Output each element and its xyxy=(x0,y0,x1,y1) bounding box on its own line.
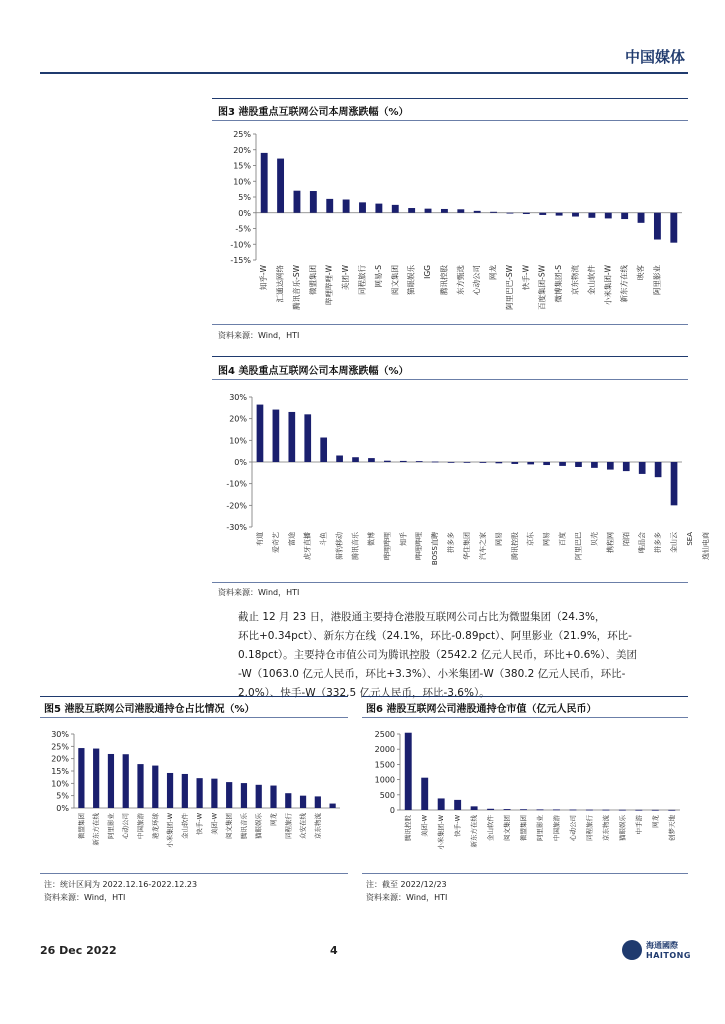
bar xyxy=(639,462,646,474)
x-tick-label: 小米集团-W xyxy=(166,813,175,848)
x-tick-label: 美团-W xyxy=(341,265,351,291)
bar xyxy=(668,810,675,811)
x-tick-label: 京东物流 xyxy=(570,265,580,295)
x-tick-label: 哔哩哔哩 xyxy=(415,532,424,560)
x-tick-label: 网龙 xyxy=(269,813,278,826)
bar xyxy=(602,810,609,811)
x-tick-label: 金山软件 xyxy=(486,815,495,841)
x-tick-label: SEA xyxy=(685,532,694,546)
x-tick-label: 知乎-W xyxy=(259,265,269,291)
x-tick-label: 阅文集团 xyxy=(503,815,512,841)
bar xyxy=(559,462,566,466)
bar xyxy=(635,810,642,811)
x-tick-label: 猫眼娱乐 xyxy=(254,813,263,839)
x-tick-label: 微博 xyxy=(367,532,376,546)
bar xyxy=(273,410,280,462)
bar xyxy=(421,778,428,810)
y-tick-label: 1500 xyxy=(374,760,395,770)
bar xyxy=(359,202,366,212)
bar xyxy=(670,213,677,243)
bar xyxy=(425,209,432,213)
x-tick-label: 网易 xyxy=(542,532,551,546)
fig3-bottom-rule xyxy=(212,324,688,325)
bar xyxy=(326,199,333,213)
bar xyxy=(671,462,678,505)
bar xyxy=(352,457,359,462)
x-tick-label: 斗鱼 xyxy=(319,532,328,546)
x-tick-label: 同程旅行 xyxy=(357,265,367,295)
fig5-note: 注：统计区间为 2022.12.16-2022.12.23 xyxy=(44,880,198,889)
bar xyxy=(408,208,415,213)
fig6-top-rule xyxy=(362,696,688,697)
x-tick-label: 中手游 xyxy=(634,815,643,835)
y-tick-label: 1000 xyxy=(374,775,395,785)
bar xyxy=(277,159,284,213)
y-tick-label: -10% xyxy=(230,240,251,250)
y-tick-label: 20% xyxy=(229,414,247,424)
x-tick-label: 港龙环球 xyxy=(151,813,160,839)
x-tick-label: IGG xyxy=(423,265,433,279)
bar xyxy=(623,462,630,471)
bar xyxy=(556,213,563,216)
bar xyxy=(539,213,546,215)
x-tick-label: 华住集团 xyxy=(463,532,471,560)
bar xyxy=(619,810,626,811)
fig4-source: 资料来源：Wind，HTI xyxy=(218,588,300,597)
bar xyxy=(256,785,262,808)
x-tick-label: 网龙 xyxy=(488,265,498,280)
fig4-top-rule xyxy=(212,356,688,357)
bar xyxy=(655,462,662,477)
bar xyxy=(474,211,481,213)
bar xyxy=(553,809,560,810)
x-tick-label: 唯品会 xyxy=(638,532,647,553)
bar xyxy=(432,462,439,463)
x-tick-label: 猫眼娱乐 xyxy=(618,815,627,841)
bar xyxy=(343,200,350,213)
y-tick-label: 5% xyxy=(56,791,69,801)
x-tick-label: 心动公司 xyxy=(472,265,482,295)
fig5-bottom-rule xyxy=(40,873,348,874)
fig3-title: 图3 港股重点互联网公司本周涨跌幅（%） xyxy=(218,107,409,118)
fig3-source: 资料来源：Wind，HTI xyxy=(218,331,300,340)
y-tick-label: 10% xyxy=(233,177,251,187)
bar xyxy=(471,806,478,810)
fig6-note: 注：截至 2022/12/23 xyxy=(366,880,447,889)
x-tick-label: 知乎 xyxy=(399,532,408,546)
x-tick-label: 阅文集团 xyxy=(390,265,400,295)
footer-date: 26 Dec 2022 xyxy=(40,944,117,957)
y-tick-label: 20% xyxy=(233,145,251,155)
x-tick-label: 京东物流 xyxy=(601,815,610,841)
fig5-title: 图5 港股互联网公司港股通持仓占比情况（%） xyxy=(44,704,255,715)
bar xyxy=(652,810,659,811)
paragraph-line5: 2.0%）、快手-W（332.5 亿元人民币，环比-3.6%）。 xyxy=(238,687,490,699)
y-tick-label: 10% xyxy=(229,436,247,446)
bar xyxy=(607,462,614,470)
x-tick-label: 金山云 xyxy=(670,532,679,553)
bar xyxy=(310,191,317,213)
x-tick-label: 百度集团-SW xyxy=(537,265,547,310)
bar xyxy=(211,779,217,808)
bar xyxy=(416,461,423,462)
y-tick-label: -5% xyxy=(235,224,251,234)
haitong-logo-en: HAITONG xyxy=(646,951,691,960)
x-tick-label: 腾讯控股 xyxy=(439,265,449,295)
x-tick-label: 网易 xyxy=(494,532,503,546)
x-tick-label: 富途 xyxy=(287,532,296,546)
x-tick-label: 网易-S xyxy=(373,265,383,288)
bar xyxy=(490,212,497,213)
x-tick-label: 小米集团-W xyxy=(437,815,446,850)
x-tick-label: 快手-W xyxy=(195,813,204,835)
x-tick-label: 逸仙电商 xyxy=(701,532,710,560)
bar xyxy=(464,462,471,463)
bar xyxy=(108,754,114,808)
x-tick-label: 猫眼娱乐 xyxy=(406,265,416,295)
bar xyxy=(507,213,514,214)
y-tick-label: 15% xyxy=(233,161,251,171)
x-tick-label: 阿里巴巴-SW xyxy=(504,265,514,310)
x-tick-label: 陌陌 xyxy=(622,532,631,546)
x-tick-label: 京东 xyxy=(526,532,535,546)
bar xyxy=(257,405,264,462)
x-tick-label: 中国旅游 xyxy=(552,815,561,841)
bar xyxy=(638,213,645,223)
bar xyxy=(591,462,598,468)
x-tick-label: 阿里影业 xyxy=(536,815,544,841)
x-tick-label: 小米集团-W xyxy=(603,265,613,306)
x-tick-label: BOSS直聘 xyxy=(431,532,440,566)
x-tick-label: 新东方在线 xyxy=(470,815,479,848)
bar xyxy=(457,209,464,212)
x-tick-label: 哔哩哔哩-W xyxy=(324,265,334,306)
x-tick-label: 阿里影业 xyxy=(106,813,115,839)
bar xyxy=(448,462,455,463)
fig3-title-rule xyxy=(212,120,688,121)
y-tick-label: 15% xyxy=(51,767,69,776)
x-tick-label: 拼多多 xyxy=(447,532,456,553)
fig6-bottom-rule xyxy=(362,873,688,874)
paragraph-line3: 0.18pct）。主要持仓市值公司为腾讯控股（2542.2 亿元人民币，环比+0.6%）、美团 xyxy=(238,649,637,661)
paragraph-line1: 截止 12 月 23 日，港股通主要持仓港股互联网公司占比为微盟集团（24.3%， xyxy=(238,611,606,623)
bar xyxy=(654,213,661,240)
bar xyxy=(182,774,188,808)
x-tick-label: 微博集团-S xyxy=(554,265,564,303)
bar xyxy=(123,754,129,808)
x-tick-label: 阿里巴巴 xyxy=(574,532,583,560)
y-tick-label: 500 xyxy=(379,790,395,800)
bar xyxy=(496,462,503,463)
bar xyxy=(93,749,99,808)
x-tick-label: 携程网 xyxy=(606,532,615,553)
x-tick-label: 腾讯音乐 xyxy=(351,532,360,560)
bar xyxy=(226,782,232,808)
bar xyxy=(487,809,494,810)
brand-title: 中国媒体 xyxy=(624,48,685,66)
x-tick-label: 东方甄选 xyxy=(455,265,465,295)
bar xyxy=(288,412,295,462)
x-tick-label: 金山软件 xyxy=(586,265,596,295)
x-tick-label: 同程旅行 xyxy=(585,815,594,841)
bar xyxy=(400,461,407,462)
bar xyxy=(527,462,534,464)
bar xyxy=(523,213,530,214)
fig6-chart xyxy=(362,722,688,870)
fig6-title: 图6 港股互联网公司港股通持仓市值（亿元人民币） xyxy=(366,704,597,715)
x-tick-label: 腾讯控股 xyxy=(510,532,519,560)
x-tick-label: 网龙 xyxy=(651,815,660,828)
bar xyxy=(78,748,84,808)
y-tick-label: 0% xyxy=(56,804,69,813)
haitong-logo-cn: 海通國際 xyxy=(646,941,678,950)
y-tick-label: 10% xyxy=(51,779,69,789)
bar xyxy=(384,461,391,462)
x-tick-label: 哔哩哔哩 xyxy=(383,532,392,560)
y-tick-label: 30% xyxy=(229,393,247,402)
x-tick-label: 快手-W xyxy=(453,815,462,837)
x-tick-label: 新东方在线 xyxy=(619,265,629,303)
x-tick-label: 新东方在线 xyxy=(92,813,101,846)
y-tick-label: 0% xyxy=(238,208,251,218)
fig6-title-rule xyxy=(362,717,688,718)
bar xyxy=(261,153,268,213)
x-tick-label: 心动公司 xyxy=(568,815,577,841)
bar xyxy=(368,458,375,462)
bar xyxy=(167,773,173,808)
y-tick-label: 2500 xyxy=(374,730,395,739)
x-tick-label: 虎牙直播 xyxy=(303,532,312,560)
bar xyxy=(511,462,518,464)
y-tick-label: 25% xyxy=(233,130,251,139)
x-tick-label: 猎豹移动 xyxy=(335,532,344,560)
x-tick-label: 映客 xyxy=(636,265,646,280)
bar xyxy=(315,796,321,808)
bar xyxy=(586,810,593,811)
bar xyxy=(480,462,487,463)
x-tick-label: 微盟集团 xyxy=(77,813,86,839)
y-tick-label: 30% xyxy=(51,730,69,739)
x-tick-label: 贝壳 xyxy=(590,532,599,546)
bar xyxy=(438,798,445,810)
bar xyxy=(320,438,327,462)
x-tick-label: 创梦天地 xyxy=(667,815,676,841)
y-tick-label: 5% xyxy=(238,193,251,202)
x-tick-label: 阅文集团 xyxy=(225,813,234,839)
bar xyxy=(543,462,550,465)
bar xyxy=(392,205,399,213)
bar xyxy=(285,793,291,808)
fig5-source: 资料来源：Wind，HTI xyxy=(44,893,126,902)
y-tick-label: 0 xyxy=(389,806,395,815)
bar xyxy=(300,796,306,808)
x-tick-label: 百度 xyxy=(558,532,567,546)
x-tick-label: 中国旅游 xyxy=(136,813,145,839)
bar xyxy=(270,786,276,808)
bar xyxy=(569,810,576,811)
fig5-top-rule xyxy=(40,696,348,697)
fig5-chart xyxy=(40,722,348,870)
bar xyxy=(294,191,301,213)
y-tick-label: -30% xyxy=(226,523,247,532)
x-tick-label: 腾讯音乐-SW xyxy=(291,265,301,310)
x-tick-label: 美团-W xyxy=(420,815,429,837)
footer-page-number: 4 xyxy=(330,944,338,957)
bar xyxy=(537,809,544,810)
bar xyxy=(605,213,612,219)
x-tick-label: 腾讯控股 xyxy=(404,815,413,841)
bar xyxy=(330,804,336,808)
header-rule xyxy=(40,72,688,74)
y-tick-label: 25% xyxy=(51,742,69,752)
bar xyxy=(621,213,628,219)
y-tick-label: 0% xyxy=(234,458,247,467)
x-tick-label: 拼多多 xyxy=(654,532,663,553)
bar xyxy=(405,733,412,810)
x-tick-label: 阿里影业 xyxy=(652,265,662,295)
bar xyxy=(152,766,158,808)
fig4-chart xyxy=(212,383,710,578)
bar xyxy=(572,213,579,217)
x-tick-label: 快手-W xyxy=(521,265,531,291)
x-tick-label: 汇通达网络 xyxy=(275,265,285,303)
fig3-top-rule xyxy=(212,98,688,99)
x-tick-label: 美团-W xyxy=(210,813,219,835)
x-tick-label: 微盟集团 xyxy=(308,265,318,295)
x-tick-label: 同程旅行 xyxy=(284,813,293,839)
bar xyxy=(304,414,311,462)
bar xyxy=(137,764,143,808)
bar xyxy=(441,209,448,213)
y-tick-label: 20% xyxy=(51,754,69,764)
fig4-title-rule xyxy=(212,379,688,380)
x-tick-label: 爱奇艺 xyxy=(271,532,280,553)
bar xyxy=(336,456,343,463)
x-tick-label: 汽车之家 xyxy=(478,532,487,560)
x-tick-label: 腾讯音乐 xyxy=(239,813,248,839)
bar xyxy=(575,462,582,467)
fig3-chart xyxy=(212,124,688,324)
bar xyxy=(520,809,527,810)
y-tick-label: 2000 xyxy=(374,745,395,755)
haitong-logo-icon xyxy=(622,940,642,960)
bar xyxy=(504,809,511,810)
bar xyxy=(588,213,595,218)
bar xyxy=(454,800,461,810)
y-tick-label: -15% xyxy=(230,256,251,265)
paragraph-line2: 环比+0.34pct）、新东方在线（24.1%，环比-0.89pct）、阿里影业（21.9%，环比- xyxy=(238,630,632,642)
bar xyxy=(375,204,382,213)
fig6-source: 资料来源：Wind，HTI xyxy=(366,893,448,902)
paragraph-line4: -W（1063.0 亿元人民币，环比+3.3%）、小米集团-W（380.2 亿元人民币，环比- xyxy=(238,668,626,680)
y-tick-label: -10% xyxy=(226,479,247,489)
x-tick-label: 微盟集团 xyxy=(519,815,528,841)
x-tick-label: 有道 xyxy=(255,532,264,546)
bar xyxy=(241,783,247,808)
y-tick-label: -20% xyxy=(226,501,247,511)
fig5-title-rule xyxy=(40,717,348,718)
x-tick-label: 众安在线 xyxy=(299,813,308,839)
bar xyxy=(197,778,203,808)
fig4-title: 图4 美股重点互联网公司本周涨跌幅（%） xyxy=(218,366,409,377)
x-tick-label: 金山软件 xyxy=(180,813,189,839)
x-tick-label: 心动公司 xyxy=(121,813,130,839)
x-tick-label: 京东物流 xyxy=(313,813,322,839)
fig4-bottom-rule xyxy=(212,582,688,583)
